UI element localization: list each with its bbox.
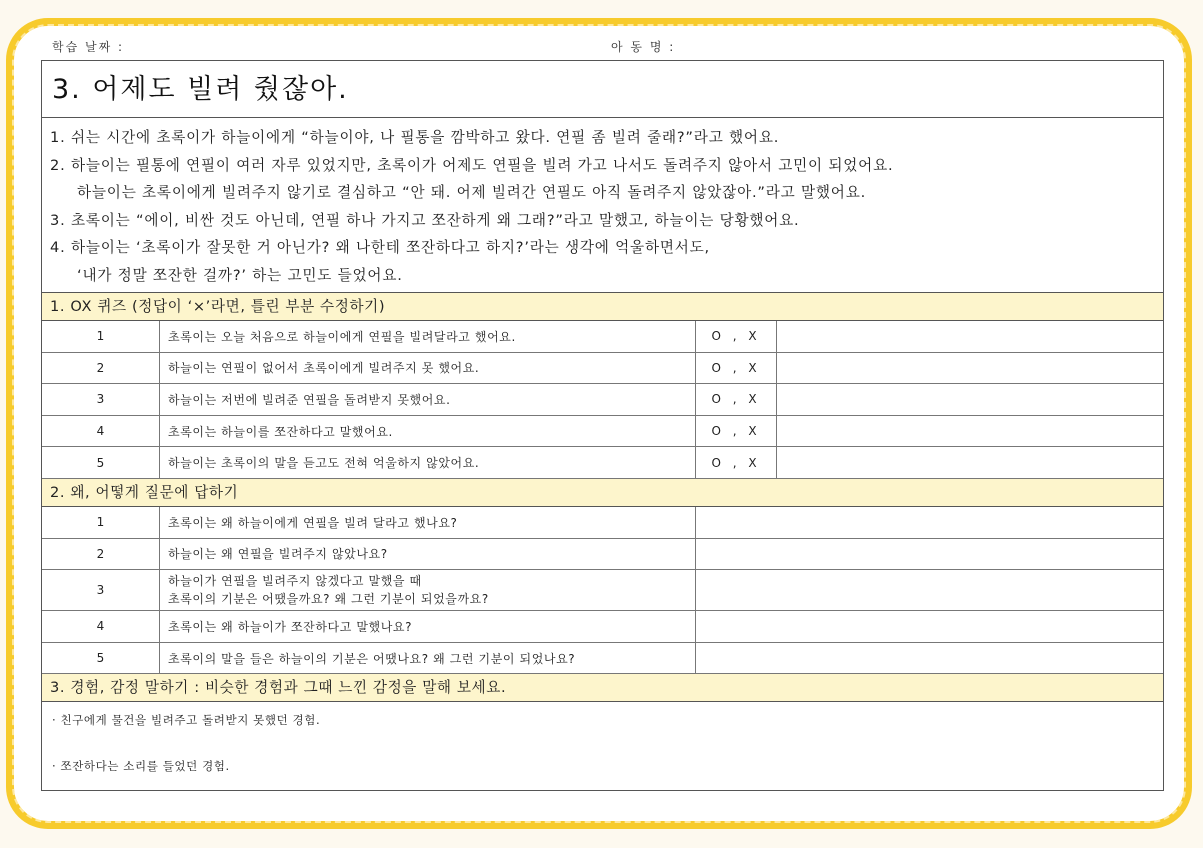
experience-prompt: · 쪼잔하다는 소리를 들었던 경험. xyxy=(52,759,230,774)
table-row xyxy=(42,611,1163,643)
story-line: 4. 하늘이는 ‘초록이가 잘못한 거 아닌가? 왜 나한테 쪼잔하다고 하지?’라는 생각에 억울하면서도, xyxy=(50,239,710,256)
question-line: 초록이의 기분은 어땠을까요? 왜 그런 기분이 되었을까요? xyxy=(168,592,489,607)
ox-quiz-heading: 1. OX 퀴즈 (정답이 ‘×’라면, 틀린 부분 수정하기) xyxy=(42,293,1163,321)
row-number: 2 xyxy=(42,539,160,570)
table-row xyxy=(42,570,1163,611)
table-row xyxy=(42,321,1163,353)
row-number: 2 xyxy=(42,353,160,384)
quiz-statement: 하늘이는 저번에 빌려준 연필을 돌려받지 못했어요. xyxy=(160,384,696,415)
correction-field[interactable] xyxy=(777,353,1163,384)
row-number: 5 xyxy=(42,447,160,478)
experience-heading: 3. 경험, 감정 말하기 : 비슷한 경험과 그때 느낀 감정을 말해 보세요. xyxy=(42,674,1163,702)
table-row xyxy=(42,447,1163,479)
qa-table xyxy=(42,507,1163,674)
story-text xyxy=(42,118,1163,293)
correction-field[interactable] xyxy=(777,416,1163,447)
qa-heading: 2. 왜, 어떻게 질문에 답하기 xyxy=(42,479,1163,507)
quiz-statement: 하늘이는 연필이 없어서 초록이에게 빌려주지 못 했어요. xyxy=(160,353,696,384)
answer-field[interactable] xyxy=(696,539,1163,570)
story-line: ‘내가 정말 쪼잔한 걸까?’ 하는 고민도 들었어요. xyxy=(77,266,403,284)
row-number: 4 xyxy=(42,416,160,447)
quiz-statement: 초록이는 하늘이를 쪼잔하다고 말했어요. xyxy=(160,416,696,447)
question-text: 초록이는 왜 하늘이에게 연필을 빌려 달라고 했나요? xyxy=(160,507,696,538)
story-line: 2. 하늘이는 필통에 연필이 여러 자루 있었지만, 초록이가 어제도 연필을 빌려 가고 나서도 돌려주지 않아서 고민이 되었어요. xyxy=(50,156,894,174)
experience-prompt: · 친구에게 물건을 빌려주고 돌려받지 못했던 경험. xyxy=(52,713,321,728)
table-row xyxy=(42,416,1163,448)
worksheet xyxy=(41,60,1164,791)
ox-choice[interactable]: O , X xyxy=(696,321,777,352)
answer-field[interactable] xyxy=(696,507,1163,538)
row-number: 3 xyxy=(42,384,160,415)
ox-choice[interactable]: O , X xyxy=(696,384,777,415)
question-text: 초록이의 말을 들은 하늘이의 기분은 어땠나요? 왜 그런 기분이 되었나요? xyxy=(160,643,696,674)
story-line: 하늘이는 초록이에게 빌려주지 않기로 결심하고 “안 돼. 어제 빌려간 연필도 아직 돌려주지 않았잖아.”라고 말했어요. xyxy=(77,184,867,201)
correction-field[interactable] xyxy=(777,384,1163,415)
ox-choice[interactable]: O , X xyxy=(696,353,777,384)
ox-choice[interactable]: O , X xyxy=(696,416,777,447)
quiz-statement: 초록이는 오늘 처음으로 하늘이에게 연필을 빌려달라고 했어요. xyxy=(160,321,696,352)
question-text: 하늘이는 왜 연필을 빌려주지 않았나요? xyxy=(160,539,696,570)
table-row xyxy=(42,353,1163,385)
row-number: 4 xyxy=(42,611,160,642)
row-number: 1 xyxy=(42,321,160,352)
table-row xyxy=(42,384,1163,416)
ox-choice[interactable]: O , X xyxy=(696,447,777,478)
answer-field[interactable] xyxy=(696,570,1163,610)
worksheet-title: 3. 어제도 빌려 줬잖아. xyxy=(42,61,1163,118)
question-text: 초록이는 왜 하늘이가 쪼잔하다고 말했나요? xyxy=(160,611,696,642)
name-label: 아 동 명 : xyxy=(611,40,676,54)
question-text xyxy=(160,570,696,610)
correction-field[interactable] xyxy=(777,321,1163,352)
correction-field[interactable] xyxy=(777,447,1163,478)
table-row xyxy=(42,507,1163,539)
story-line: 3. 초록이는 “에이, 비싼 것도 아닌데, 연필 하나 가지고 쪼잔하게 왜 그래?”라고 말했고, 하늘이는 당황했어요. xyxy=(50,211,800,229)
story-line: 1. 쉬는 시간에 초록이가 하늘이에게 “하늘이야, 나 필통을 깜박하고 왔다. 연필 좀 빌려 줄래?”라고 했어요. xyxy=(50,129,780,146)
row-number: 3 xyxy=(42,570,160,610)
ox-quiz-table xyxy=(42,321,1163,479)
row-number: 1 xyxy=(42,507,160,538)
table-row xyxy=(42,643,1163,675)
answer-field[interactable] xyxy=(696,643,1163,674)
table-row xyxy=(42,539,1163,571)
quiz-statement: 하늘이는 초록이의 말을 듣고도 전혀 억울하지 않았어요. xyxy=(160,447,696,478)
date-label: 학습 날짜 : xyxy=(52,40,125,54)
row-number: 5 xyxy=(42,643,160,674)
experience-section[interactable] xyxy=(42,702,1163,800)
question-line: 하늘이가 연필을 빌려주지 않겠다고 말했을 때 xyxy=(168,574,422,589)
answer-field[interactable] xyxy=(696,611,1163,642)
